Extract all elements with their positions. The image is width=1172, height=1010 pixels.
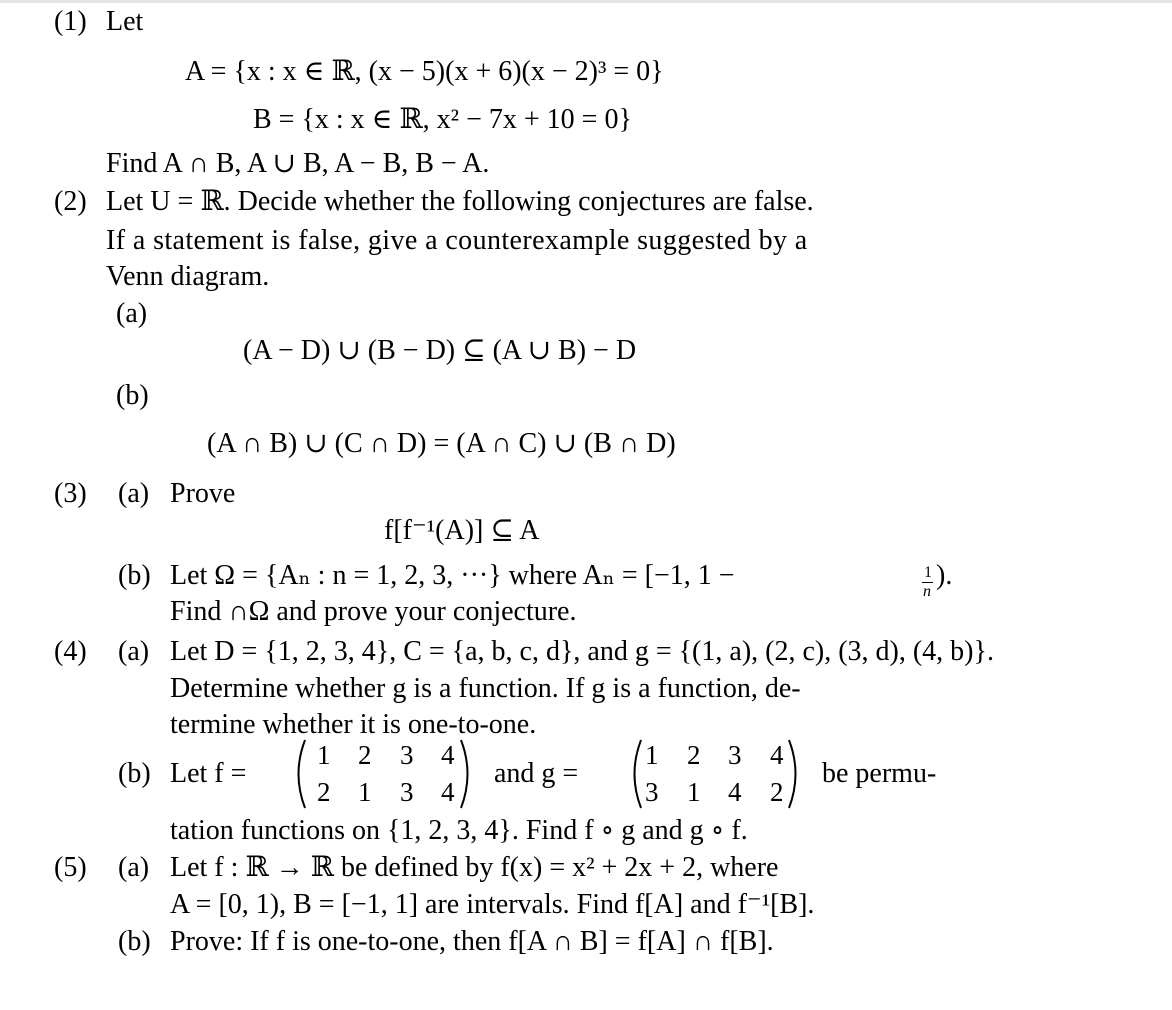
problem-4b-label: (b) <box>118 758 151 789</box>
problem-2-number: (2) <box>54 186 87 217</box>
matrix-g-bottom-1: 3 <box>645 777 659 807</box>
problem-2-line-1: Let U = ℝ. Decide whether the following conjectures are false. <box>106 186 814 217</box>
problem-4a-label: (a) <box>118 636 150 667</box>
matrix-f-bottom-4: 4 <box>441 777 455 807</box>
problem-1-task: Find A ∩ B, A ∪ B, A − B, B − A. <box>106 148 490 179</box>
problem-3b-fraction-denominator: n <box>923 583 931 600</box>
matrix-g-bottom-2: 1 <box>687 777 701 807</box>
problem-2-line-3: Venn diagram. <box>106 261 270 292</box>
problem-3b-label: (b) <box>118 560 151 591</box>
problem-1-lead: Let <box>106 6 144 37</box>
matrix-f-bottom-2: 1 <box>358 777 372 807</box>
problem-4-number: (4) <box>54 636 87 667</box>
matrix-f-top-3: 3 <box>400 740 414 770</box>
problem-3b-text: Let Ω = {Aₙ : n = 1, 2, 3, ···} where Aₙ = [−1, 1 − <box>170 560 735 591</box>
page-top-border <box>0 0 1172 3</box>
problem-3a-formula: f[f⁻¹(A)] ⊆ A <box>384 515 540 546</box>
problem-5a-label: (a) <box>118 852 150 883</box>
problem-2-line-2: If a statement is false, give a counterexample suggested by a <box>106 225 808 256</box>
matrix-f-left-paren <box>290 738 308 810</box>
problem-3b-line-2: Find ∩Ω and prove your conjecture. <box>170 596 577 627</box>
problem-3-number: (3) <box>54 478 87 509</box>
problem-2a-formula: (A − D) ∪ (B − D) ⊆ (A ∪ B) − D <box>243 335 637 366</box>
problem-3a-text: Prove <box>170 478 236 509</box>
matrix-g-top-2: 2 <box>687 740 701 770</box>
matrix-g-right-paren <box>786 738 804 810</box>
matrix-g-top-4: 4 <box>770 740 784 770</box>
matrix-f-top-2: 2 <box>358 740 372 770</box>
problem-1-set-a: A = {x : x ∈ ℝ, (x − 5)(x + 6)(x − 2)³ = 0} <box>185 56 664 87</box>
problem-4a-line-1: Let D = {1, 2, 3, 4}, C = {a, b, c, d}, and g = {(1, a), (2, c), (3, d), (4, b)}. <box>170 636 994 667</box>
problem-5-number: (5) <box>54 852 87 883</box>
problem-5a-line-1: Let f : ℝ → ℝ be defined by f(x) = x² + 2x + 2, where <box>170 852 779 883</box>
matrix-g-top-1: 1 <box>645 740 659 770</box>
problem-2b-formula: (A ∩ B) ∪ (C ∩ D) = (A ∩ C) ∪ (B ∩ D) <box>207 428 676 459</box>
problem-3b-tail: ). <box>936 560 953 591</box>
matrix-f-top-4: 4 <box>441 740 455 770</box>
problem-4a-line-2: Determine whether g is a function. If g is a function, de- <box>170 673 801 704</box>
problem-4b-after: be permu- <box>822 758 937 789</box>
matrix-g-bottom-3: 4 <box>728 777 742 807</box>
problem-5a-line-2: A = [0, 1), B = [−1, 1] are intervals. Find f[A] and f⁻¹[B]. <box>170 889 815 920</box>
matrix-g-left-paren <box>626 738 644 810</box>
problem-3a-label: (a) <box>118 478 150 509</box>
matrix-f-top-1: 1 <box>317 740 331 770</box>
problem-5b-label: (b) <box>118 926 151 957</box>
problem-2b-label: (b) <box>116 380 149 411</box>
problem-1-set-b: B = {x : x ∈ ℝ, x² − 7x + 10 = 0} <box>253 104 632 135</box>
problem-1-number: (1) <box>54 6 87 37</box>
matrix-g-top-3: 3 <box>728 740 742 770</box>
matrix-f-bottom-1: 2 <box>317 777 331 807</box>
problem-3b-fraction-numerator: 1 <box>924 564 932 581</box>
problem-4b-and-g: and g = <box>494 758 579 789</box>
problem-4b-line-2: tation functions on {1, 2, 3, 4}. Find f ∘ g and g ∘ f. <box>170 815 748 846</box>
problem-4b-let-f: Let f = <box>170 758 247 789</box>
matrix-f-bottom-3: 3 <box>400 777 414 807</box>
problem-5b-line: Prove: If f is one-to-one, then f[A ∩ B] = f[A] ∩ f[B]. <box>170 926 774 957</box>
matrix-f-right-paren <box>458 738 476 810</box>
problem-4a-line-3: termine whether it is one-to-one. <box>170 709 537 740</box>
matrix-g-bottom-4: 2 <box>770 777 784 807</box>
problem-2a-label: (a) <box>116 298 148 329</box>
